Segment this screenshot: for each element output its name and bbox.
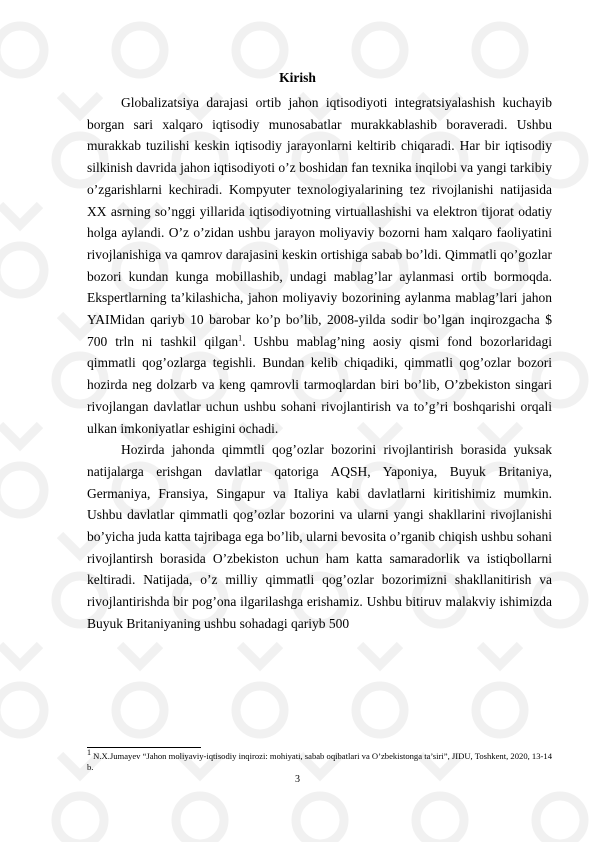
page-number: 3: [295, 774, 300, 785]
footnote-number: 1: [87, 748, 91, 758]
footnote: [87, 748, 552, 773]
footnote-separator: [87, 747, 201, 748]
paragraph-intro-text: Globalizatsiya darajasi ortib jahon iqtisodiyoti integratsiyalashish kuchayib borgan sari xalqaro iqtisodiy munosabatlar murakkablashib boraveradi. Ushbu murakkab tuzilishi keskin iqtisodiy jarayonlarni keltirib chiqaradi. Har bir iqtisodiy silkinish davrida jahon iqtisodiyoti o’z boshidan fan texnika inqilobi va yangi tarkibiy o’zgarishlarni kechiradi. Kompyuter texnologiyalarining tez rivojlanishi natijasida XX asrning so’nggi yillarida iqtisodiyotning virtuallashishi va elektron tijorat odatiy holga aylandi. O’z o’zidan ushbu jarayon moliyaviy bozorni ham xalqaro faoliyatini rivojlanishiga va qamrov darajasini keskin ortishiga sabab bo’ldi. Qimmatli qo’gozlar bozori kundan kunga mobillashib, undagi mablag’lar aylanmasi ortib bormoqda. Ekspertlarning ta’kilashicha, jahon moliyaviy bozorining aylanma mablag’lari jahon YAIMidan qariyb 10 barobar ko’p bo’lib, 2008-yilda sodir bo’lgan inqirozgacha $ 700 trln ni tashkil qilgan: [87, 95, 552, 349]
paragraph-countries: Hozirda jahonda qimmtli qog’ozlar bozorini rivojlantirish borasida yuksak natijalarga erishgan davlatlar qatoriga AQSH, Yaponiya, Buyuk Britaniya, Germaniya, Fransiya, Singapur va Italiya kabi davlatlarni kiritishimiz mumkin. Ushbu davlatlar qimmatli qog’ozlar bozorini va ularni yangi shakllarini rivojlanishi bo’yicha juda katta tajribaga ega bo’lib, ularni bevosita o’rganib chiqish ushbu sohani rivojlantirsh borasida O’zbekiston uchun ham katta samaradorlik va istiqbollarni keltiradi. Natijada, o’z milliy qimmatli qog’ozlar bozorimizni shakllanitirish va rivojlantirishda bir pog’ona ilgarilashga erishamiz. Ushbu bitiruv malakviy ishimizda Buyuk Britaniyaning ushbu sohadagi qariyb 500: [87, 442, 552, 631]
body-text: [87, 92, 552, 635]
footnote-text: N.X.Jumayev “Jahon moliyaviy-iqtisodiy inqirozi: mohiyati, sabab oqibatlari va O’zbekistonga ta’siri”, JIDU, Toshkent, 2020, 13-14 b.: [87, 751, 552, 772]
footnote-reference[interactable]: 1: [238, 333, 243, 343]
paragraph-intro-continued: . Ushbu mablag’ning aosiy qismi fond bozorlaridagi qimmatli qog’ozlarga tegishli. Bundan kelib chiqadiki, qimmatli qog’ozlar bozori hozirda neg dolzarb va keng qamrovli tarmoqlardan biri bo’lib, O’zbekiston singari rivojlangan davlatlar uchun ushbu sohani rivojlantirish va to’g’ri boshqarishi orqali ulkan imkoniyatlar eshigini ochadi.: [87, 333, 552, 436]
section-title: Kirish: [279, 70, 316, 85]
paragraph-intro: [87, 92, 552, 439]
